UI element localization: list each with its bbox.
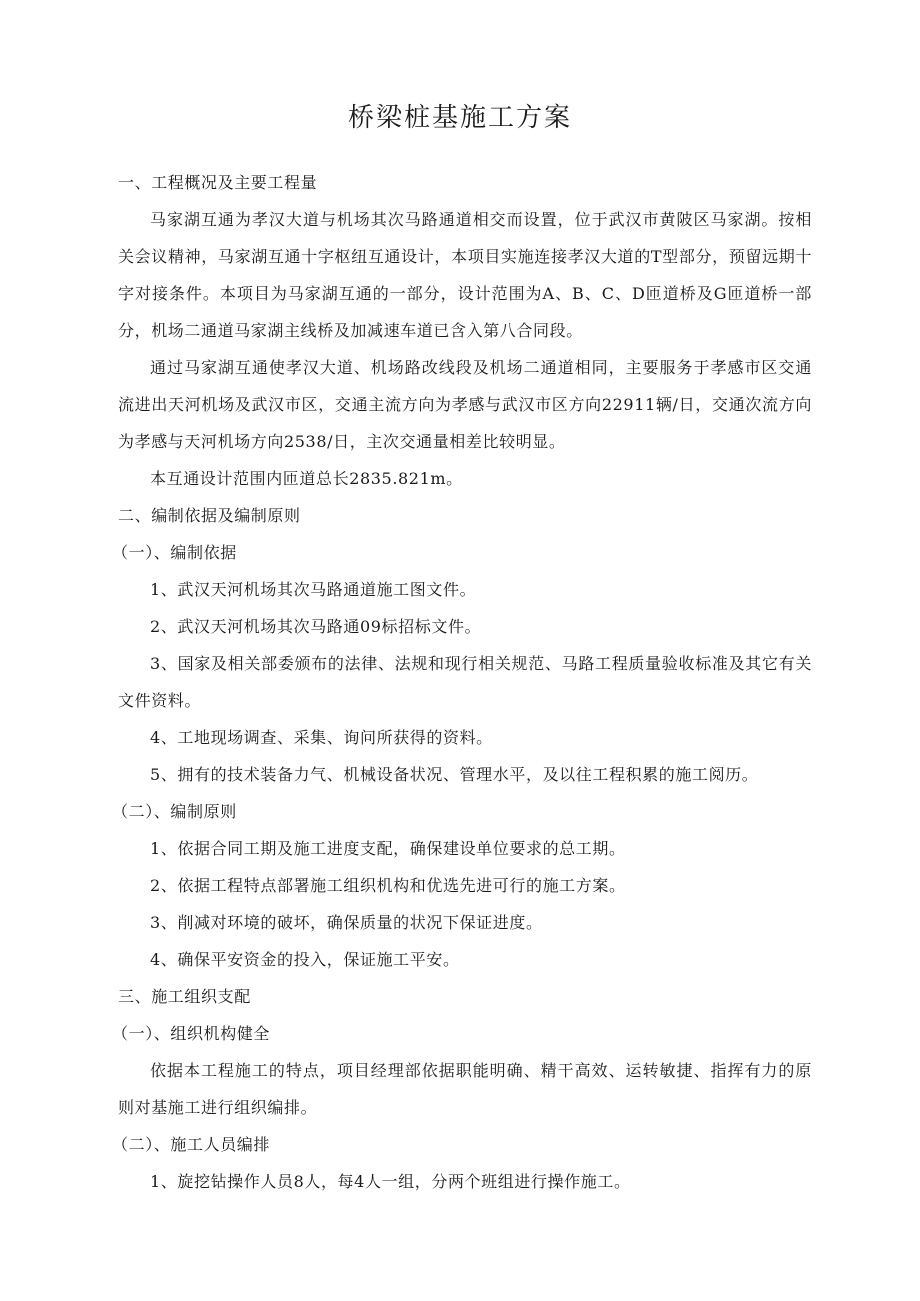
document-title: 桥梁桩基施工方案 <box>347 103 572 133</box>
list-item: 5、拥有的技术装备力气、机械设备状况、管理水平，及以往工程积累的施工阅历。 <box>150 765 759 784</box>
subsection-heading-2-2: （二）、编制原则 <box>112 802 237 821</box>
list-item: 3、国家及相关部委颁布的法律、法规和现行相关规范、马路工程质量验收标准及其它有关文件资料。 <box>118 654 812 710</box>
subsection-heading-2-1: （一）、编制依据 <box>112 543 237 562</box>
section-heading-1: 一、工程概况及主要工程量 <box>118 173 318 192</box>
section-3-paragraph-1: 依据本工程施工的特点，项目经理部依据职能明确、精干高效、运转敏捷、指挥有力的原则对基施工进行组织编排。 <box>118 1061 812 1117</box>
list-item: 4、确保平安资金的投入，保证施工平安。 <box>150 950 460 969</box>
section-heading-3: 三、施工组织支配 <box>118 987 251 1006</box>
section-heading-2: 二、编制依据及编制原则 <box>118 506 301 525</box>
list-item: 2、武汉天河机场其次马路通09标招标文件。 <box>150 617 482 636</box>
list-item: 1、武汉天河机场其次马路通道施工图文件。 <box>150 580 477 599</box>
section-1-paragraph-3: 本互通设计范围内匝道总长2835.821m。 <box>150 469 463 488</box>
list-item: 4、工地现场调查、采集、询问所获得的资料。 <box>150 728 493 747</box>
list-item: 2、依据工程特点部署施工组织机构和优选先进可行的施工方案。 <box>150 876 626 895</box>
list-item: 1、依据合同工期及施工进度支配，确保建设单位要求的总工期。 <box>150 839 626 858</box>
list-item: 3、削减对环境的破坏，确保质量的状况下保证进度。 <box>150 913 543 932</box>
subsection-heading-3-2: （二）、施工人员编排 <box>112 1135 271 1154</box>
section-1-paragraph-2: 通过马家湖互通使孝汉大道、机场路改线段及机场二通道相同，主要服务于孝感市区交通流进出天河机场及武汉市区，交通主流方向为孝感与武汉市区方向22911辆/日，交通次流方向为孝感与天河机场方向2538/日，主次交通量相差比较明显。 <box>118 358 812 451</box>
subsection-heading-3-1: （一）、组织机构健全 <box>112 1024 271 1043</box>
list-item: 1、旋挖钻操作人员8人，每4人一组，分两个班组进行操作施工。 <box>150 1172 631 1191</box>
section-1-paragraph-1: 马家湖互通为孝汉大道与机场其次马路通道相交而设置，位于武汉市黄陂区马家湖。按相关会议精神，马家湖互通十字枢纽互通设计，本项目实施连接孝汉大道的T型部分，预留远期十字对接条件。本项目为马家湖互通的一部分，设计范围为A、B、C、D匝道桥及G匝道桥一部分，机场二通道马家湖主线桥及加减速车道已含入第八合同段。 <box>118 210 812 340</box>
document-body <box>112 164 812 1200</box>
